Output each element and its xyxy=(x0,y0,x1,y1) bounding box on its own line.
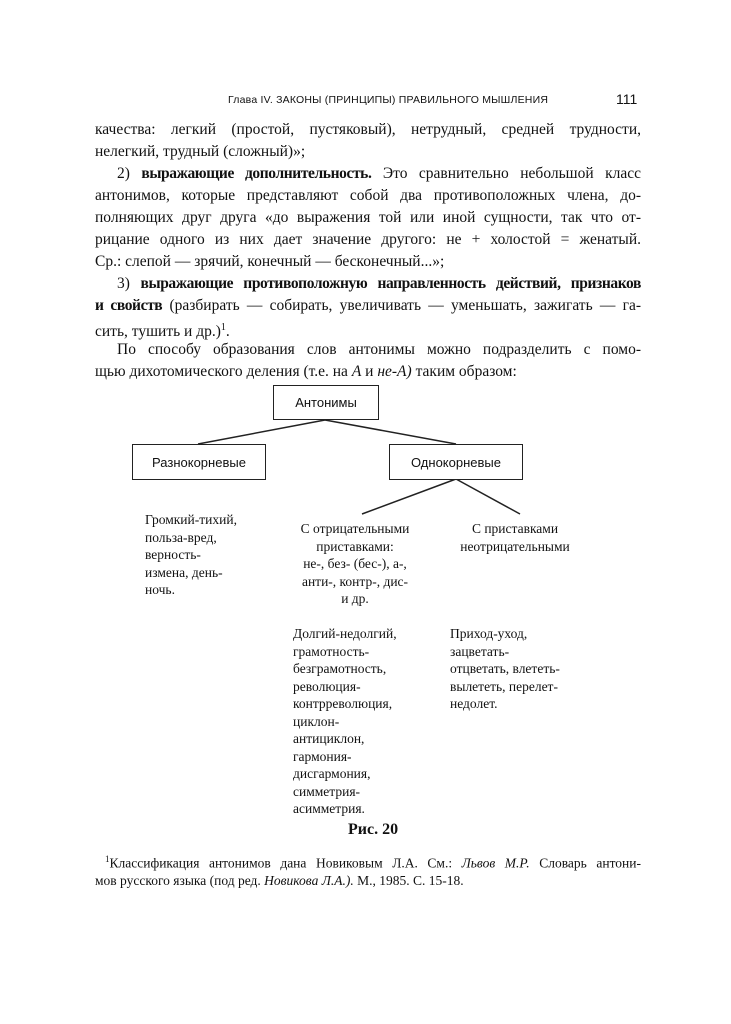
connector-root-right xyxy=(325,420,456,444)
example-line: дисгармония, xyxy=(293,766,371,781)
text-line: полняющих друг друга «до выражения той или иной сущности, так что от- xyxy=(95,209,641,226)
figure-caption: Рис. 20 xyxy=(348,821,399,838)
footnote-line xyxy=(95,870,641,891)
label-line: С приставками xyxy=(471,521,559,536)
text-line: рицание одного из них дает значение другого: не + холостой = женатый. xyxy=(95,231,641,248)
text-line: нелегкий, трудный (сложный)»; xyxy=(95,143,306,160)
example-line: революция- xyxy=(293,678,361,694)
left-examples xyxy=(145,511,237,599)
text-line: антонимов, которые представляют собой два противоположных члена, до- xyxy=(95,187,641,204)
text-fragment: сить, тушить и др.) xyxy=(95,323,221,341)
footnote-marker: 1 xyxy=(105,854,110,864)
footnote-ref[interactable]: 1 xyxy=(220,322,226,333)
label-line: неотрицательными xyxy=(460,538,570,554)
text-fragment: мов русского языка (под ред. xyxy=(95,873,265,888)
text-fragment: и xyxy=(361,363,378,380)
symbol-not-a: не-А) xyxy=(377,363,412,380)
running-header: Глава IV. ЗАКОНЫ (ПРИНЦИПЫ) ПРАВИЛЬНОГО МЫШЛЕНИЯ xyxy=(228,94,549,106)
example-line: асимметрия. xyxy=(293,801,365,816)
node-same-root: Однокорневые xyxy=(389,444,523,480)
text-fragment: Словарь антони- xyxy=(529,855,641,871)
text-line: Ср.: слепой — зрячий, конечный — бесконечный...»; xyxy=(95,253,445,270)
example-line: Приход-уход, xyxy=(450,626,528,641)
example-line: безграмотность, xyxy=(293,661,387,676)
text-fragment: таким образом: xyxy=(411,363,517,380)
example-line: симметрия- xyxy=(293,783,361,799)
example-line: вылететь, перелет- xyxy=(450,678,558,694)
text-line: качества: легкий (простой, пустяковый), нетрудный, средней трудности, xyxy=(95,121,641,138)
footnote-author: Львов М.Р. xyxy=(461,855,530,871)
prefix-line: анти-, контр-, дис- xyxy=(301,573,409,589)
text-fragment: . xyxy=(225,323,230,341)
non-negative-prefixes-label xyxy=(445,520,585,555)
label-line: приставками: xyxy=(316,538,394,554)
prefix-line: и др. xyxy=(341,591,369,606)
example-line: Громкий-тихий, xyxy=(145,512,237,527)
example-line: циклон- xyxy=(293,713,340,729)
negative-prefixes-label xyxy=(290,520,420,608)
connector-root-left xyxy=(198,420,325,444)
item-term: и свойств xyxy=(95,297,163,314)
example-line: польза-вред, xyxy=(145,529,217,545)
text-line: По способу образования слов антонимы можно подразделить с помо- xyxy=(117,341,641,358)
symbol-a: А xyxy=(351,363,362,380)
example-line: гармония- xyxy=(293,748,352,764)
item-number: 2) xyxy=(117,165,130,182)
page-number: 111 xyxy=(616,91,638,107)
text-fragment: М., 1985. С. 15-18. xyxy=(353,873,464,888)
example-line: грамотность- xyxy=(293,643,370,659)
prefix-line: не-, без- (бес-), а-, xyxy=(303,556,407,571)
footnote-editor: Новикова Л.А.). xyxy=(264,873,354,888)
text-fragment: щью дихотомического деления (т.е. на xyxy=(95,363,352,380)
item-term: выражающие противоположную направленность действий, признаков xyxy=(140,275,641,292)
example-line: верность- xyxy=(145,547,201,562)
example-line: ночь. xyxy=(145,582,175,597)
example-line: отцветать, влететь- xyxy=(450,661,560,676)
text-fragment: (разбирать — собирать, увеличивать — уменьшать, зажигать — га- xyxy=(162,297,641,314)
item-number: 3) xyxy=(117,275,130,292)
text-fragment: Это сравнительно небольшой класс xyxy=(371,165,641,182)
label-line: С отрицательными xyxy=(300,521,410,536)
non-negative-examples xyxy=(450,625,560,713)
example-line: измена, день- xyxy=(145,564,223,580)
connector-right-neg xyxy=(362,479,456,514)
node-different-roots: Разнокорневые xyxy=(132,444,266,480)
example-line: Долгий-недолгий, xyxy=(293,626,397,641)
example-line: контрреволюция, xyxy=(293,696,393,711)
example-line: антициклон, xyxy=(293,731,365,746)
node-antonyms: Антонимы xyxy=(273,385,379,420)
connector-right-nonneg xyxy=(456,479,520,514)
item-term: выражающие дополнительность. xyxy=(141,165,372,182)
negative-examples xyxy=(293,625,397,818)
example-line: зацветать- xyxy=(450,643,510,659)
text-fragment: Классификация антонимов дана Новиковым Л.А. См.: xyxy=(109,855,462,871)
example-line: недолет. xyxy=(450,696,498,711)
